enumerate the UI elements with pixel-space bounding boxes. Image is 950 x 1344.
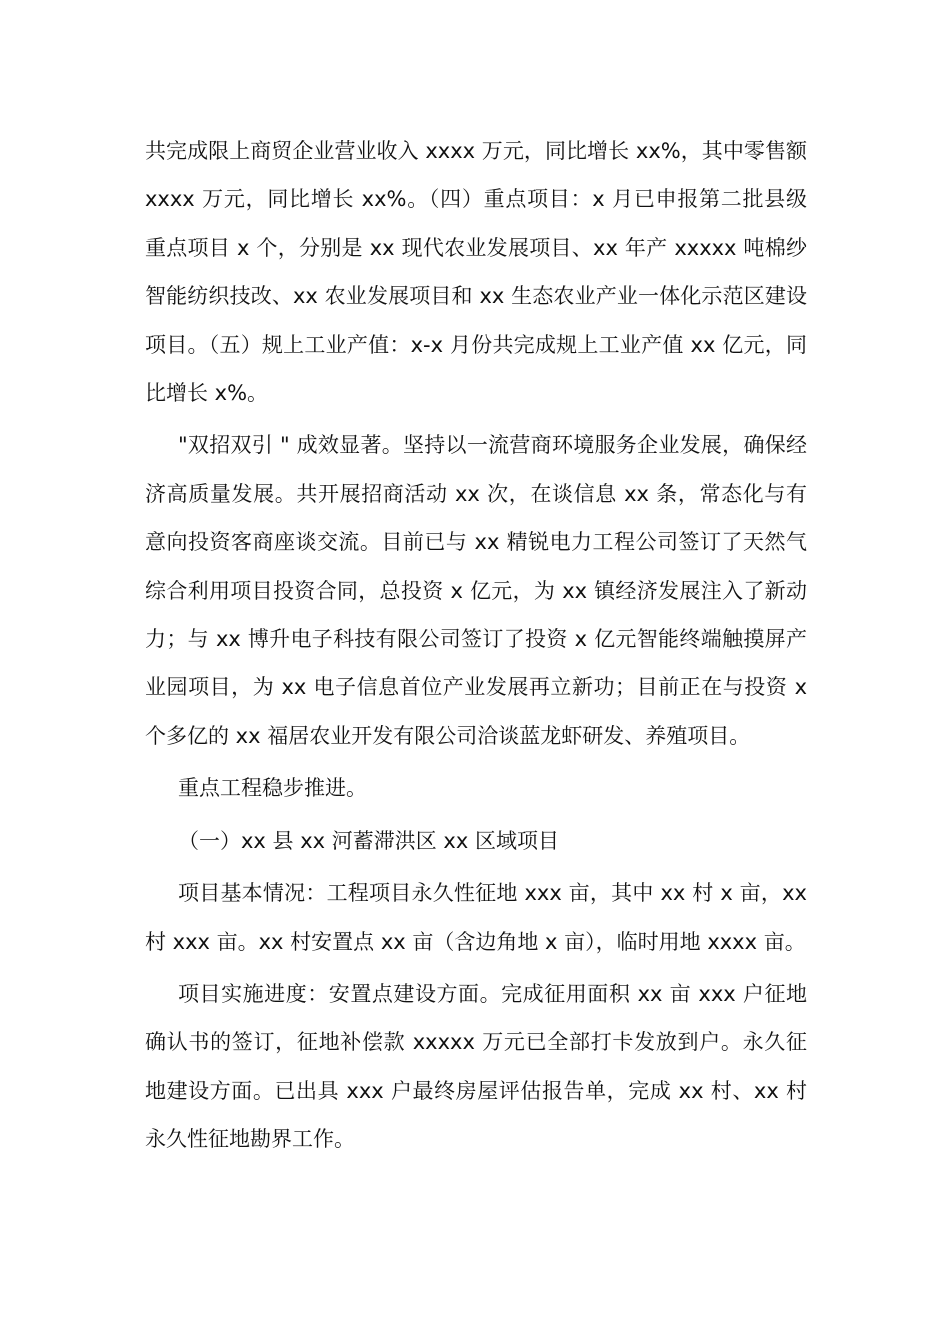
paragraph-subsection-title: （一）xx 县 xx 河蓄滞洪区 xx 区域项目: [178, 828, 559, 853]
paragraph-project-basic-info: 项目基本情况：工程项目永久性征地 xxx 亩，其中 xx 村 x 亩，xx 村 xxx 亩。xx 村安置点 xx 亩（含边角地 x 亩），临时用地 xxxx 亩。: [145, 881, 807, 954]
paragraph-project-progress: 项目实施进度：安置点建设方面。完成征用面积 xx 亩 xxx 户征地确认书的签订，征地补偿款 xxxxx 万元已全部打卡发放到户。永久征地建设方面。已出具 xxx 户最终房屋评估报告单，完成 xx 村、xx 村永久性征地勘界工作。: [145, 981, 807, 1152]
document-body: [145, 127, 807, 1168]
paragraph-key-projects-heading: 重点工程稳步推进。: [178, 776, 367, 801]
paragraph-investment-attraction: "双招双引 " 成效显著。坚持以一流营商环境服务企业发展，确保经济高质量发展。共开展招商活动 xx 次，在谈信息 xx 条，常态化与有意向投资客商座谈交流。目前已与 xx 精锐电力工程公司签订了天然气综合利用项目投资合同，总投资 x 亿元，为 xx 镇经济发展注入了新动力；与 xx 博升电子科技有限公司签订了投资 x 亿元智能终端触摸屏产业园项目，为 xx 电子信息首位产业发展再立新功；目前正在与投资 x 个多亿的 xx 福居农业开发有限公司洽谈蓝龙虾研发、养殖项目。: [145, 433, 807, 748]
paragraph-commerce-projects-output: 共完成限上商贸企业营业收入 xxxx 万元，同比增长 xx%，其中零售额 xxxx 万元，同比增长 xx%。（四）重点项目：x 月已申报第二批县级重点项目 x 个，分别是 xx 现代农业发展项目、xx 年产 xxxxx 吨棉纱智能纺织技改、xx 农业发展项目和 xx 生态农业产业一体化示范区建设项目。（五）规上工业产值：x-x 月份共完成规上工业产值 xx 亿元，同比增长 x%。: [145, 139, 807, 406]
